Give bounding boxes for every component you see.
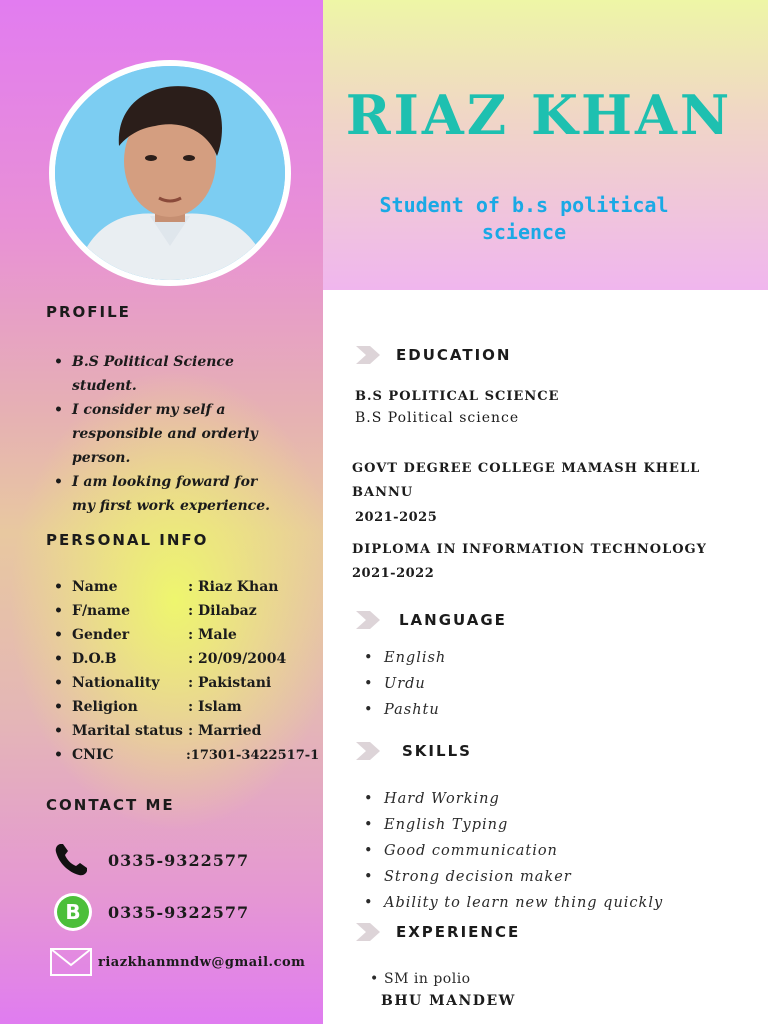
info-row-religion: • Religion : Islam — [46, 695, 319, 719]
contact-title: CONTACT ME — [46, 796, 175, 814]
language-item: • Urdu — [362, 671, 446, 697]
language-heading — [356, 611, 507, 629]
info-row-dob: • D.O.B : 20/09/2004 — [46, 647, 319, 671]
education-heading — [356, 346, 511, 364]
sidebar — [0, 0, 323, 1024]
contact-whatsapp — [52, 891, 249, 933]
header-banner — [323, 0, 768, 290]
info-row-cnic: • CNIC :17301-3422517-1 — [46, 743, 319, 767]
skill-item: • Ability to learn new thing quickly — [362, 890, 663, 916]
education-college-years: 2021-2025 — [355, 510, 438, 525]
education-degree: B.S POLITICAL SCIENCE — [355, 389, 560, 404]
profile-list — [46, 350, 277, 518]
education-college-line1: GOVT DEGREE COLLEGE MAMASH KHELL — [352, 461, 701, 476]
experience-role: • SM in polio — [362, 969, 471, 989]
skills-heading — [356, 742, 472, 760]
education-diploma-years: 2021-2022 — [352, 566, 435, 581]
experience-heading — [356, 923, 520, 941]
email-address[interactable]: riazkhanmndw@gmail.com — [98, 954, 306, 970]
education-diploma: DIPLOMA IN INFORMATION TECHNOLOGY — [352, 542, 707, 557]
info-row-gender: • Gender : Male — [46, 623, 319, 647]
education-college-line2: BANNU — [352, 485, 414, 500]
profile-item: • B.S Political Science student. — [46, 350, 277, 398]
experience-list — [362, 969, 471, 989]
whatsapp-icon — [52, 891, 92, 933]
info-row-marital-status: • Marital status : Married — [46, 719, 319, 743]
profile-item: • I am looking foward for my first work experience. — [46, 470, 277, 518]
phone-icon — [52, 841, 92, 879]
chevron-right-icon — [356, 742, 380, 760]
education-degree-sub: B.S Political science — [355, 410, 520, 426]
info-row-nationality: • Nationality : Pakistani — [46, 671, 319, 695]
language-title: LANGUAGE — [399, 611, 507, 629]
personal-info-list — [46, 575, 319, 767]
skill-item: • Hard Working — [362, 786, 663, 812]
profile-photo — [55, 66, 285, 280]
candidate-subtitle: Student of b.s political science — [379, 193, 669, 244]
chevron-right-icon — [356, 611, 380, 629]
experience-title: EXPERIENCE — [396, 923, 521, 941]
experience-place: BHU MANDEW — [381, 993, 516, 1009]
info-row-name: • Name : Riaz Khan — [46, 575, 319, 599]
candidate-name: RIAZ KHAN — [345, 83, 733, 147]
contact-email — [50, 948, 305, 976]
language-item: • Pashtu — [362, 697, 446, 723]
svg-text:B: B — [65, 900, 81, 924]
profile-title: PROFILE — [46, 303, 131, 321]
skill-item: • English Typing — [362, 812, 663, 838]
skill-item: • Good communication — [362, 838, 663, 864]
language-item: • English — [362, 645, 446, 671]
skills-list — [362, 786, 663, 916]
education-title: EDUCATION — [396, 346, 512, 364]
phone-number[interactable]: 0335-9322577 — [108, 850, 250, 870]
contact-phone — [52, 841, 249, 879]
personal-info-title: PERSONAL INFO — [46, 531, 209, 549]
whatsapp-number[interactable]: 0335-9322577 — [108, 902, 250, 922]
email-icon — [50, 948, 92, 976]
info-row-fname: • F/name : Dilabaz — [46, 599, 319, 623]
language-list — [362, 645, 446, 723]
chevron-right-icon — [356, 346, 380, 364]
profile-item: • I consider my self a responsible and orderly person. — [46, 398, 277, 470]
chevron-right-icon — [356, 923, 380, 941]
skill-item: • Strong decision maker — [362, 864, 663, 890]
skills-title: SKILLS — [402, 742, 472, 760]
